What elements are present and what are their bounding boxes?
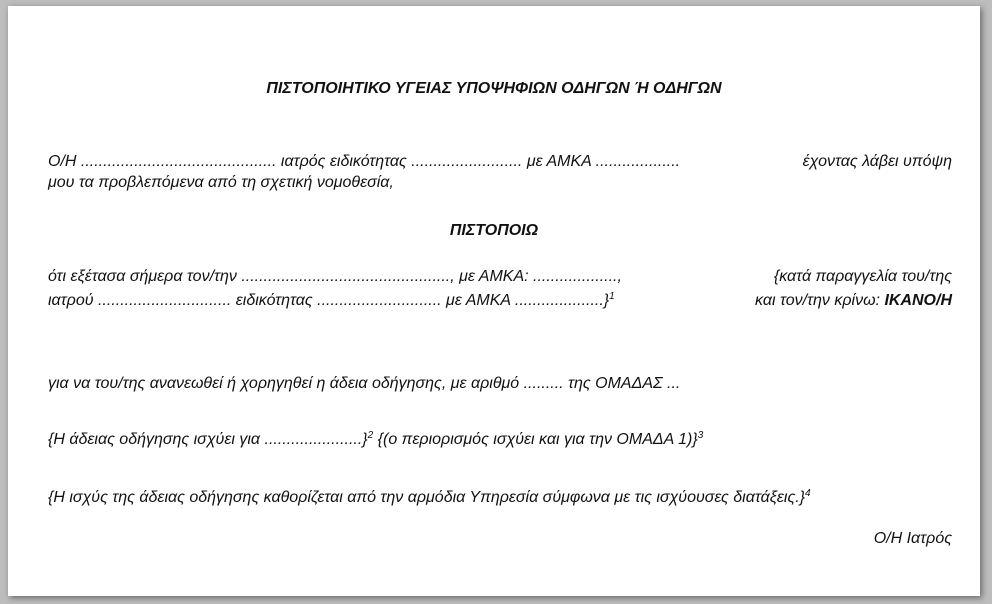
intro-line-1-end: έχοντας λάβει υπόψη — [802, 153, 952, 170]
doctor-line: ιατρού .............................. ειδικότητας ............................ με ΑΜΚΑ ....................} — [48, 292, 610, 309]
footnote-3: 3 — [697, 430, 704, 441]
intro-line-1: Ο/Η ............................................ ιατρός ειδικότητας ......................... με ΑΜΚΑ ................... — [48, 153, 681, 170]
intro-line-2: μου τα προβλεπόμενα από τη σχετική νομοθεσία, — [48, 174, 394, 191]
certify-line-2-end — [755, 291, 952, 311]
certify-line-1: ότι εξέτασα σήμερα τον/την ..............................................., με ΑΜΚΑ: ..................., — [48, 268, 622, 285]
license-line: για να του/της ανανεωθεί ή χορηγηθεί η άδεια οδήγησης, με αριθμό ......... της ΟΜΑΔΑΣ ... — [48, 375, 681, 392]
validity-line — [48, 430, 703, 450]
judgement-text: και τον/την κρίνω: — [755, 292, 885, 309]
certify-heading: ΠΙΣΤΟΠΟΙΩ — [449, 222, 539, 239]
signature-label: Ο/Η Ιατρός — [873, 530, 952, 547]
footnote-2: 2 — [367, 430, 374, 441]
footnote-4: 4 — [805, 488, 811, 499]
certify-line-2 — [48, 291, 615, 311]
service-text: {Η ισχύς της άδειας οδήγησης καθορίζεται από την αρμόδια Υπηρεσία σύμφωνα με τις ισχύουσες διατάξεις.} — [48, 489, 806, 506]
restriction-text: {(ο περιορισμός ισχύει και για την ΟΜΑΔΑ 1)} — [373, 431, 698, 448]
document-title: ΠΙΣΤΟΠΟΙΗΤΙΚΟ ΥΓΕΙΑΣ ΥΠΟΨΗΦΙΩΝ ΟΔΗΓΩΝ Ή ΟΔΗΓΩΝ — [266, 80, 722, 97]
service-line — [48, 488, 811, 508]
validity-text: {Η άδειας οδήγησης ισχύει για ......................} — [48, 431, 368, 448]
certify-line-1-end: {κατά παραγγελία του/της — [773, 268, 952, 285]
fit-status: ΙΚΑΝΟ/Η — [884, 292, 952, 309]
document-page — [8, 6, 980, 596]
footnote-1: 1 — [609, 291, 615, 302]
